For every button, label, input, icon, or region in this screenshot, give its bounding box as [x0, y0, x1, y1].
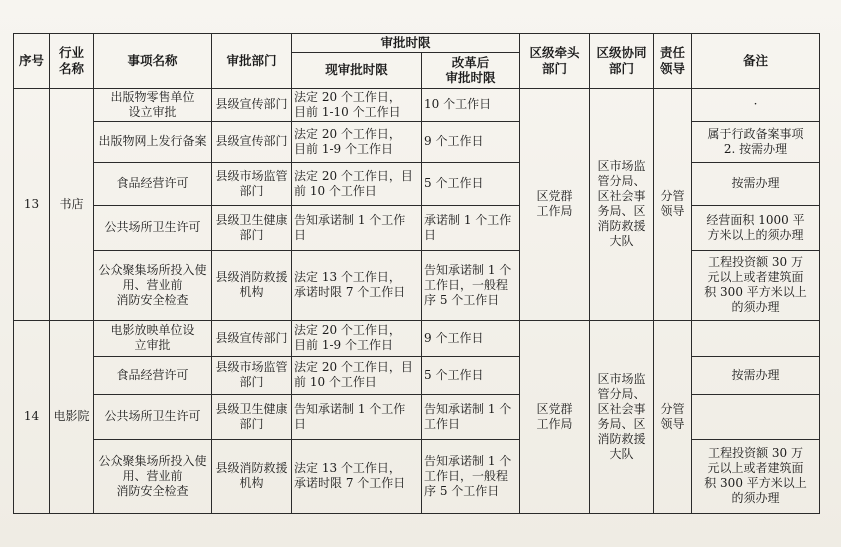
header-leader: 责任 领导 [654, 34, 692, 89]
remark-cell: 工程投资额 30 万 元以上或者建筑面 积 300 平方米以上 的须办理 [692, 250, 820, 320]
approval-table [13, 33, 820, 514]
dept-cell: 县级宣传部门 [212, 121, 292, 162]
current-time-cell: 告知承诺制 1 个工作 日 [292, 394, 422, 439]
reform-time-cell: 9 个工作日 [422, 320, 520, 356]
dept-cell: 县级卫生健康 部门 [212, 205, 292, 250]
remark-cell: 工程投资额 30 万 元以上或者建筑面 积 300 平方米以上 的须办理 [692, 439, 820, 513]
table-row [14, 394, 820, 439]
current-time-cell: 法定 13 个工作日， 承诺时限 7 个工作日 [292, 439, 422, 513]
reform-time-cell: 告知承诺制 1 个 工作日 [422, 394, 520, 439]
leader-cell: 分管 领导 [654, 320, 692, 513]
item-cell: 公众聚集场所投入使 用、营业前 消防安全检查 [94, 250, 212, 320]
item-cell: 出版物网上发行备案 [94, 121, 212, 162]
current-time-cell: 法定 20 个工作日，目 前 10 个工作日 [292, 162, 422, 205]
remark-cell: 按需办理 [692, 356, 820, 394]
table-row [14, 88, 820, 121]
item-cell: 公共场所卫生许可 [94, 394, 212, 439]
dept-cell: 县级市场监管 部门 [212, 162, 292, 205]
item-cell: 食品经营许可 [94, 162, 212, 205]
current-time-cell: 法定 13 个工作日， 承诺时限 7 个工作日 [292, 250, 422, 320]
coop-dept-cell: 区市场监 管分局、 区社会事 务局、区 消防救援 大队 [590, 320, 654, 513]
table-row [14, 356, 820, 394]
current-time-cell: 法定 20 个工作日，目 前 10 个工作日 [292, 356, 422, 394]
seq-cell: 14 [14, 320, 50, 513]
dept-cell: 县级宣传部门 [212, 320, 292, 356]
item-cell: 电影放映单位设 立审批 [94, 320, 212, 356]
item-cell: 食品经营许可 [94, 356, 212, 394]
current-time-cell: 法定 20 个工作日， 目前 1-9 个工作日 [292, 121, 422, 162]
reform-time-cell: 9 个工作日 [422, 121, 520, 162]
dept-cell: 县级消防救援 机构 [212, 439, 292, 513]
header-lead: 区级牵头 部门 [520, 34, 590, 89]
header-current-time: 现审批时限 [292, 52, 422, 88]
lead-dept-cell: 区党群 工作局 [520, 320, 590, 513]
lead-dept-cell: 区党群 工作局 [520, 88, 590, 320]
header-dept: 审批部门 [212, 34, 292, 89]
reform-time-cell: 告知承诺制 1 个 工作日，一般程 序 5 个工作日 [422, 439, 520, 513]
table-row [14, 320, 820, 356]
table-body [14, 88, 820, 513]
dept-cell: 县级卫生健康 部门 [212, 394, 292, 439]
industry-cell: 电影院 [50, 320, 94, 513]
remark-cell: 经营面积 1000 平 方米以上的须办理 [692, 205, 820, 250]
header-reform-time: 改革后 审批时限 [422, 52, 520, 88]
table-row [14, 205, 820, 250]
table-row [14, 250, 820, 320]
header-industry: 行业 名称 [50, 34, 94, 89]
reform-time-cell: 10 个工作日 [422, 88, 520, 121]
dept-cell: 县级宣传部门 [212, 88, 292, 121]
coop-dept-cell: 区市场监 管分局、 区社会事 务局、区 消防救援 大队 [590, 88, 654, 320]
dept-cell: 县级消防救援 机构 [212, 250, 292, 320]
remark-cell [692, 394, 820, 439]
reform-time-cell: 5 个工作日 [422, 356, 520, 394]
table-row [14, 121, 820, 162]
header-seq: 序号 [14, 34, 50, 89]
item-cell: 公共场所卫生许可 [94, 205, 212, 250]
table-row [14, 439, 820, 513]
header-time-group: 审批时限 [292, 34, 520, 53]
current-time-cell: 法定 20 个工作日， 目前 1-9 个工作日 [292, 320, 422, 356]
current-time-cell: 告知承诺制 1 个工作 日 [292, 205, 422, 250]
remark-cell: 属于行政备案事项 2. 按需办理 [692, 121, 820, 162]
leader-cell: 分管 领导 [654, 88, 692, 320]
current-time-cell: 法定 20 个工作日， 目前 1-10 个工作日 [292, 88, 422, 121]
remark-cell: 按需办理 [692, 162, 820, 205]
industry-cell: 书店 [50, 88, 94, 320]
reform-time-cell: 告知承诺制 1 个 工作日，一般程 序 5 个工作日 [422, 250, 520, 320]
item-cell: 出版物零售单位 设立审批 [94, 88, 212, 121]
item-cell: 公众聚集场所投入使 用、营业前 消防安全检查 [94, 439, 212, 513]
dept-cell: 县级市场监管 部门 [212, 356, 292, 394]
seq-cell: 13 [14, 88, 50, 320]
header-coop: 区级协同 部门 [590, 34, 654, 89]
reform-time-cell: 5 个工作日 [422, 162, 520, 205]
reform-time-cell: 承诺制 1 个工作 日 [422, 205, 520, 250]
header-item: 事项名称 [94, 34, 212, 89]
table-row [14, 162, 820, 205]
remark-cell [692, 320, 820, 356]
header-remark: 备注 [692, 34, 820, 89]
remark-cell: · [692, 88, 820, 121]
